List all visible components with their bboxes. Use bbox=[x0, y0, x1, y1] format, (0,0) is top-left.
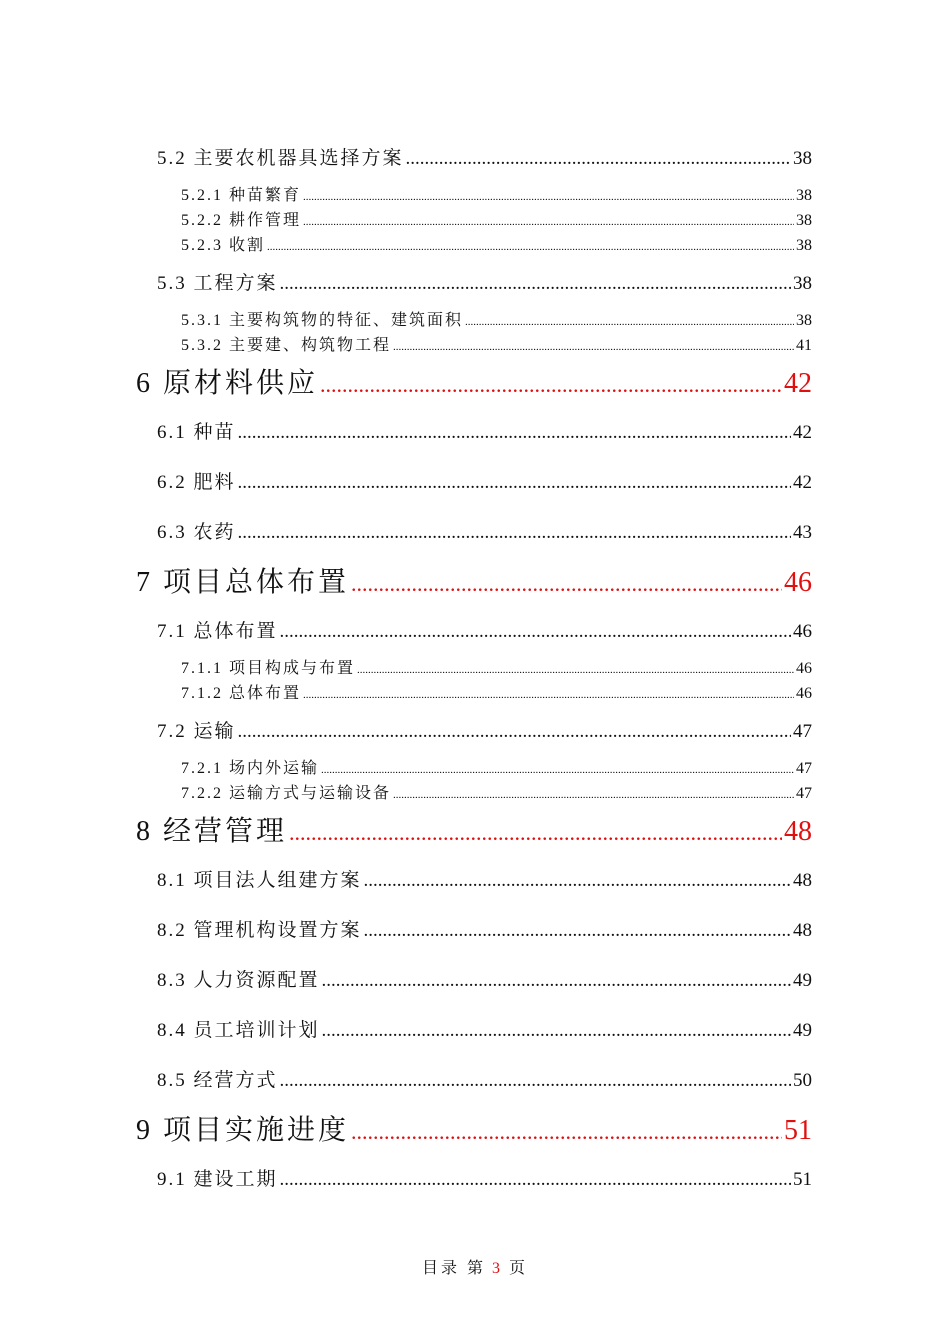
toc-entry-page: 48 bbox=[793, 870, 812, 891]
dot-leader bbox=[280, 273, 791, 295]
toc-entry-title: 7.2.2 运输方式与运输设备 bbox=[181, 785, 392, 802]
toc-entry-title: 6.1 种苗 bbox=[157, 422, 236, 443]
dot-leader bbox=[364, 920, 791, 942]
toc-entry-page: 42 bbox=[793, 472, 812, 493]
toc-entry-title: 8.4 员工培训计划 bbox=[157, 1020, 320, 1041]
toc-chapter-page: 42 bbox=[784, 368, 812, 399]
toc-entry[interactable] bbox=[181, 780, 812, 802]
dot-leader bbox=[465, 316, 794, 328]
toc-entry-title: 6.2 肥料 bbox=[157, 472, 236, 493]
dot-leader bbox=[320, 372, 782, 398]
toc-entry[interactable] bbox=[181, 207, 812, 229]
toc-entry-page: 38 bbox=[796, 212, 812, 229]
toc-entry-title: 7.2.1 场内外运输 bbox=[181, 760, 320, 777]
dot-leader bbox=[364, 870, 791, 892]
dot-leader bbox=[351, 1119, 782, 1145]
toc-entry[interactable] bbox=[181, 680, 812, 702]
toc-entry-title: 5.2.2 耕作管理 bbox=[181, 212, 302, 229]
dot-leader bbox=[267, 241, 794, 253]
toc-entry-page: 38 bbox=[796, 237, 812, 254]
toc-entry-page: 43 bbox=[793, 522, 812, 543]
footer-prefix: 目录 第 bbox=[421, 1260, 486, 1277]
toc-entry[interactable] bbox=[181, 755, 812, 777]
toc-entry[interactable] bbox=[181, 182, 812, 204]
dot-leader bbox=[280, 1169, 791, 1191]
toc-entry-title: 8.2 管理机构设置方案 bbox=[157, 920, 362, 941]
toc-chapter-title: 8 经营管理 bbox=[136, 816, 288, 847]
toc-entry-page: 46 bbox=[796, 660, 812, 677]
dot-leader bbox=[322, 1020, 791, 1042]
toc-entry[interactable] bbox=[157, 1065, 812, 1091]
toc-entry[interactable] bbox=[157, 716, 812, 742]
toc-entry-title: 8.5 经营方式 bbox=[157, 1070, 278, 1091]
toc-entry[interactable] bbox=[157, 417, 812, 443]
toc-entry-title: 7.2 运输 bbox=[157, 721, 236, 742]
dot-leader bbox=[238, 472, 791, 494]
toc-entry[interactable] bbox=[181, 655, 812, 677]
toc-entry[interactable] bbox=[157, 915, 812, 941]
footer-page-number: 3 bbox=[492, 1260, 503, 1277]
toc-chapter-page: 51 bbox=[784, 1115, 812, 1146]
toc-entry[interactable] bbox=[181, 232, 812, 254]
toc-entry-page: 38 bbox=[796, 312, 812, 329]
toc-entry-title: 5.2.1 种苗繁育 bbox=[181, 187, 302, 204]
toc-entry-title: 7.1 总体布置 bbox=[157, 621, 278, 642]
dot-leader bbox=[238, 721, 791, 743]
toc-entry-page: 50 bbox=[793, 1070, 812, 1091]
toc-entry-page: 46 bbox=[793, 621, 812, 642]
toc-entry[interactable] bbox=[157, 616, 812, 642]
toc-entry[interactable] bbox=[157, 467, 812, 493]
toc-entry-title: 5.2 主要农机器具选择方案 bbox=[157, 148, 404, 169]
toc-chapter-title: 7 项目总体布置 bbox=[136, 567, 350, 598]
toc-entry[interactable] bbox=[157, 1015, 812, 1041]
dot-leader bbox=[406, 148, 791, 170]
toc-entry-page: 49 bbox=[793, 970, 812, 991]
toc-entry-title: 5.3.2 主要建、构筑物工程 bbox=[181, 337, 392, 354]
dot-leader bbox=[280, 1070, 791, 1092]
dot-leader bbox=[303, 689, 794, 701]
dot-leader bbox=[238, 422, 791, 444]
toc-entry[interactable] bbox=[157, 268, 812, 294]
toc-chapter-title: 6 原材料供应 bbox=[136, 368, 319, 399]
dot-leader bbox=[303, 216, 794, 228]
toc-chapter-title: 9 项目实施进度 bbox=[136, 1115, 350, 1146]
toc-entry-page: 38 bbox=[796, 187, 812, 204]
toc-entry-title: 5.3.1 主要构筑物的特征、建筑面积 bbox=[181, 312, 464, 329]
toc-entry-page: 51 bbox=[793, 1169, 812, 1190]
toc-chapter-page: 48 bbox=[784, 816, 812, 847]
toc-chapter-entry[interactable] bbox=[136, 809, 812, 847]
toc-entry-page: 46 bbox=[796, 685, 812, 702]
toc-entry-page: 38 bbox=[793, 148, 812, 169]
toc-entry-title: 5.3 工程方案 bbox=[157, 273, 278, 294]
toc-entry-page: 48 bbox=[793, 920, 812, 941]
toc-entry[interactable] bbox=[157, 143, 812, 169]
toc-entry[interactable] bbox=[181, 332, 812, 354]
dot-leader bbox=[321, 764, 794, 776]
dot-leader bbox=[357, 664, 794, 676]
toc-entry[interactable] bbox=[157, 517, 812, 543]
dot-leader bbox=[351, 571, 782, 597]
toc-entry-title: 5.2.3 收割 bbox=[181, 237, 266, 254]
toc-entry[interactable] bbox=[181, 307, 812, 329]
page-footer bbox=[0, 1255, 950, 1278]
dot-leader bbox=[289, 820, 782, 846]
toc-entry-page: 38 bbox=[793, 273, 812, 294]
toc-entry-page: 47 bbox=[796, 760, 812, 777]
dot-leader bbox=[393, 341, 794, 353]
toc-entry-title: 8.1 项目法人组建方案 bbox=[157, 870, 362, 891]
footer-suffix: 页 bbox=[509, 1260, 529, 1277]
toc-entry-page: 49 bbox=[793, 1020, 812, 1041]
toc-entry[interactable] bbox=[157, 965, 812, 991]
toc-entry-page: 47 bbox=[796, 785, 812, 802]
dot-leader bbox=[393, 789, 794, 801]
toc-entry[interactable] bbox=[157, 865, 812, 891]
toc-entry-title: 7.1.1 项目构成与布置 bbox=[181, 660, 356, 677]
toc-entry-title: 7.1.2 总体布置 bbox=[181, 685, 302, 702]
dot-leader bbox=[322, 970, 791, 992]
toc-entry-title: 8.3 人力资源配置 bbox=[157, 970, 320, 991]
toc-chapter-entry[interactable] bbox=[136, 1108, 812, 1146]
dot-leader bbox=[238, 522, 791, 544]
toc-chapter-page: 46 bbox=[784, 567, 812, 598]
toc-chapter-entry[interactable] bbox=[136, 560, 812, 598]
dot-leader bbox=[280, 621, 791, 643]
toc-chapter-entry[interactable] bbox=[136, 361, 812, 399]
toc-entry[interactable] bbox=[157, 1164, 812, 1190]
toc-entry-title: 6.3 农药 bbox=[157, 522, 236, 543]
toc-entry-page: 41 bbox=[796, 337, 812, 354]
toc-entry-title: 9.1 建设工期 bbox=[157, 1169, 278, 1190]
toc-entry-page: 42 bbox=[793, 422, 812, 443]
dot-leader bbox=[303, 191, 794, 203]
toc-entry-page: 47 bbox=[793, 721, 812, 742]
